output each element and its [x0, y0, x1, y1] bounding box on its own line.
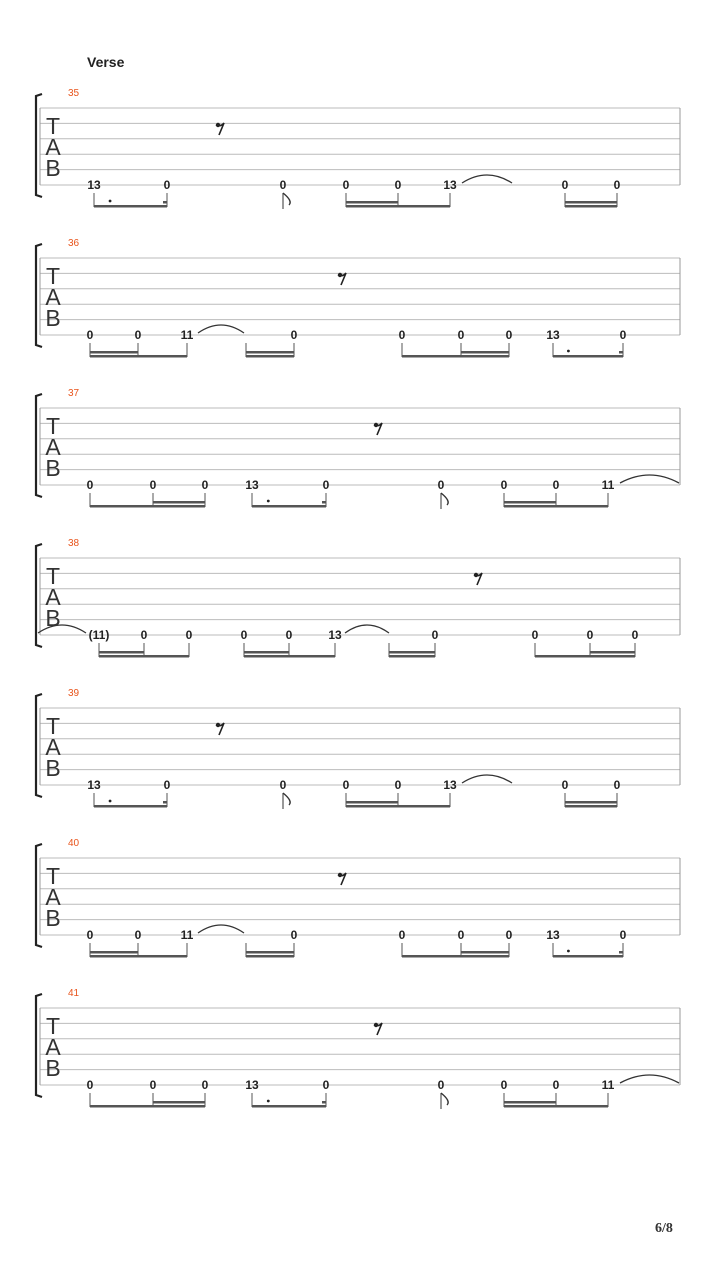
- eighth-rest-icon: [474, 573, 482, 585]
- fret-number: 0: [163, 178, 171, 192]
- fret-number: 0: [431, 628, 439, 642]
- tab-clef-letter: A: [45, 734, 61, 760]
- note-beam: [565, 205, 617, 208]
- fret-number: 13: [87, 778, 101, 792]
- fret-number: 0: [394, 178, 402, 192]
- tab-system: [36, 238, 680, 358]
- note-beam: [553, 355, 623, 358]
- dot-icon: [267, 1100, 270, 1103]
- fret-number: 0: [149, 1078, 157, 1092]
- note-beam-secondary: [590, 651, 635, 654]
- fret-number: 0: [500, 478, 508, 492]
- tab-clef-letter: B: [45, 155, 61, 181]
- fret-number: 0: [279, 178, 287, 192]
- note-beam-secondary: [153, 1101, 205, 1104]
- note-beam-secondary: [246, 951, 294, 954]
- tab-clef-letter: A: [45, 134, 61, 160]
- fret-number: 0: [500, 1078, 508, 1092]
- fret-number: 0: [140, 628, 148, 642]
- section-label: Verse: [87, 54, 125, 70]
- fret-number: 13: [546, 328, 560, 342]
- fret-number: 0: [322, 1078, 330, 1092]
- fret-number: 0: [290, 928, 298, 942]
- bracket-icon: [36, 694, 42, 797]
- fret-number: 0: [86, 928, 94, 942]
- fret-number: 0: [86, 478, 94, 492]
- tab-clef: [45, 563, 61, 631]
- note-beam-secondary: [389, 651, 435, 654]
- bracket-icon: [36, 994, 42, 1097]
- tab-clef-letter: B: [45, 905, 61, 931]
- tab-system: [36, 538, 680, 658]
- tab-clef: [45, 863, 61, 931]
- note-beam: [94, 805, 167, 808]
- tab-clef: [45, 713, 61, 781]
- note-beam: [389, 655, 435, 658]
- fret-number: 0: [398, 928, 406, 942]
- dot-icon: [109, 800, 112, 803]
- eighth-rest-icon: [338, 873, 346, 885]
- fret-number: 13: [245, 478, 259, 492]
- tab-clef-letter: A: [45, 884, 61, 910]
- note-beam-stub: [163, 201, 167, 204]
- bracket-icon: [36, 844, 42, 947]
- eighth-rest-icon: [338, 273, 346, 285]
- fret-number: 0: [134, 328, 142, 342]
- fret-number: 0: [457, 928, 465, 942]
- fret-number: 13: [546, 928, 560, 942]
- tab-system: [36, 988, 680, 1109]
- fret-number: 0: [285, 628, 293, 642]
- tab-clef-letter: B: [45, 305, 61, 331]
- tab-clef-letter: A: [45, 284, 61, 310]
- dot-icon: [267, 500, 270, 503]
- fret-number: 0: [613, 178, 621, 192]
- note-beam: [252, 1105, 326, 1108]
- note-beam-stub: [322, 501, 326, 504]
- tab-clef-letter: A: [45, 434, 61, 460]
- fret-number: 0: [201, 478, 209, 492]
- flag-icon: [441, 1093, 448, 1105]
- eighth-rest-icon: [374, 1023, 382, 1035]
- fret-number: 0: [86, 1078, 94, 1092]
- note-beam-secondary: [246, 351, 294, 354]
- rest-stroke: [338, 273, 346, 285]
- tie-arc-icon: [345, 625, 389, 633]
- measure-number: 41: [68, 988, 80, 999]
- note-beam-secondary: [346, 201, 398, 204]
- note-beam: [565, 805, 617, 808]
- note-beam-secondary: [461, 951, 509, 954]
- fret-number: 0: [437, 1078, 445, 1092]
- tab-clef-letter: T: [45, 1013, 61, 1039]
- tab-clef-letter: B: [45, 755, 61, 781]
- fret-number: 0: [134, 928, 142, 942]
- bracket-icon: [36, 94, 42, 197]
- tie-arc-icon: [620, 1075, 679, 1083]
- note-beam-secondary: [244, 651, 289, 654]
- fret-number: 0: [201, 1078, 209, 1092]
- note-beam: [246, 955, 294, 958]
- note-beam-secondary: [90, 351, 138, 354]
- fret-number: 0: [457, 328, 465, 342]
- rest-stroke: [474, 573, 482, 585]
- fret-number: 0: [342, 178, 350, 192]
- tie-arc-icon: [462, 775, 512, 783]
- fret-number: (11): [88, 628, 110, 642]
- fret-number: 0: [437, 478, 445, 492]
- tab-system: [36, 688, 680, 809]
- measure-number: 37: [68, 388, 80, 399]
- fret-number: 0: [185, 628, 193, 642]
- note-beam: [90, 505, 205, 508]
- fret-number: 0: [505, 328, 513, 342]
- fret-number: 11: [180, 328, 194, 342]
- note-beam: [90, 1105, 205, 1108]
- fret-number: 0: [619, 328, 627, 342]
- rest-stroke: [374, 423, 382, 435]
- tab-clef-letter: T: [45, 713, 61, 739]
- fret-number: 13: [443, 778, 457, 792]
- fret-number: 0: [322, 478, 330, 492]
- note-beam-stub: [322, 1101, 326, 1104]
- tab-clef-letter: B: [45, 605, 61, 631]
- fret-number: 0: [398, 328, 406, 342]
- note-beam-secondary: [153, 501, 205, 504]
- note-beam-secondary: [346, 801, 398, 804]
- note-beam-secondary: [461, 351, 509, 354]
- fret-number: 0: [552, 478, 560, 492]
- note-beam: [246, 355, 294, 358]
- fret-number: 0: [290, 328, 298, 342]
- fret-number: 13: [87, 178, 101, 192]
- fret-number: 0: [619, 928, 627, 942]
- note-beam-secondary: [90, 951, 138, 954]
- measure-number: 40: [68, 838, 80, 849]
- tie-arc-icon: [462, 175, 512, 183]
- note-beam-stub: [619, 351, 623, 354]
- tab-clef-letter: T: [45, 413, 61, 439]
- tie-arc-icon: [198, 325, 244, 333]
- fret-number: 0: [163, 778, 171, 792]
- fret-number: 0: [561, 778, 569, 792]
- tab-clef: [45, 263, 61, 331]
- rest-stroke: [216, 123, 224, 135]
- note-beam-secondary: [504, 501, 556, 504]
- fret-number: 13: [328, 628, 342, 642]
- rest-stroke: [374, 1023, 382, 1035]
- fret-number: 0: [394, 778, 402, 792]
- measure-number: 39: [68, 688, 80, 699]
- fret-number: 13: [245, 1078, 259, 1092]
- note-beam: [535, 655, 635, 658]
- note-beam-secondary: [565, 801, 617, 804]
- fret-number: 11: [180, 928, 194, 942]
- tab-clef-letter: T: [45, 263, 61, 289]
- flag-icon: [283, 793, 290, 805]
- bracket-icon: [36, 244, 42, 347]
- fret-number: 0: [149, 478, 157, 492]
- note-beam: [94, 205, 167, 208]
- fret-number: 0: [613, 778, 621, 792]
- tab-clef-letter: A: [45, 1034, 61, 1060]
- fret-number: 0: [531, 628, 539, 642]
- eighth-rest-icon: [216, 123, 224, 135]
- tab-clef-letter: B: [45, 455, 61, 481]
- fret-number: 0: [342, 778, 350, 792]
- note-beam: [252, 505, 326, 508]
- note-beam-secondary: [565, 201, 617, 204]
- fret-number: 0: [279, 778, 287, 792]
- eighth-rest-icon: [374, 423, 382, 435]
- flag-icon: [441, 493, 448, 505]
- measure-number: 36: [68, 238, 80, 249]
- tab-clef-letter: T: [45, 863, 61, 889]
- note-beam-secondary: [504, 1101, 556, 1104]
- tab-system: [36, 88, 680, 209]
- fret-number: 11: [601, 1078, 615, 1092]
- tie-arc-icon: [198, 925, 244, 933]
- tab-clef: [45, 1013, 61, 1081]
- fret-number: 0: [86, 328, 94, 342]
- eighth-rest-icon: [216, 723, 224, 735]
- tab-clef-letter: A: [45, 584, 61, 610]
- dot-icon: [567, 350, 570, 353]
- fret-number: 0: [561, 178, 569, 192]
- fret-number: 13: [443, 178, 457, 192]
- rest-stroke: [338, 873, 346, 885]
- tab-clef-letter: T: [45, 113, 61, 139]
- fret-number: 0: [505, 928, 513, 942]
- flag-icon: [283, 193, 290, 205]
- tab-system: [36, 838, 680, 958]
- fret-number: 0: [586, 628, 594, 642]
- tab-clef: [45, 113, 61, 181]
- tab-clef-letter: T: [45, 563, 61, 589]
- fret-number: 0: [631, 628, 639, 642]
- note-beam-stub: [163, 801, 167, 804]
- tab-system: [36, 388, 680, 509]
- note-beam: [553, 955, 623, 958]
- fret-number: 0: [552, 1078, 560, 1092]
- rest-stroke: [216, 723, 224, 735]
- fret-number: 11: [601, 478, 615, 492]
- measure-number: 38: [68, 538, 80, 549]
- note-beam-secondary: [99, 651, 144, 654]
- dot-icon: [109, 200, 112, 203]
- dot-icon: [567, 950, 570, 953]
- note-beam: [402, 355, 509, 358]
- note-beam: [402, 955, 509, 958]
- measure-number: 35: [68, 88, 80, 99]
- tab-clef: [45, 413, 61, 481]
- tie-arc-icon: [620, 475, 679, 483]
- bracket-icon: [36, 394, 42, 497]
- note-beam-stub: [619, 951, 623, 954]
- page-number: 6/8: [655, 1221, 673, 1236]
- fret-number: 0: [240, 628, 248, 642]
- tab-clef-letter: B: [45, 1055, 61, 1081]
